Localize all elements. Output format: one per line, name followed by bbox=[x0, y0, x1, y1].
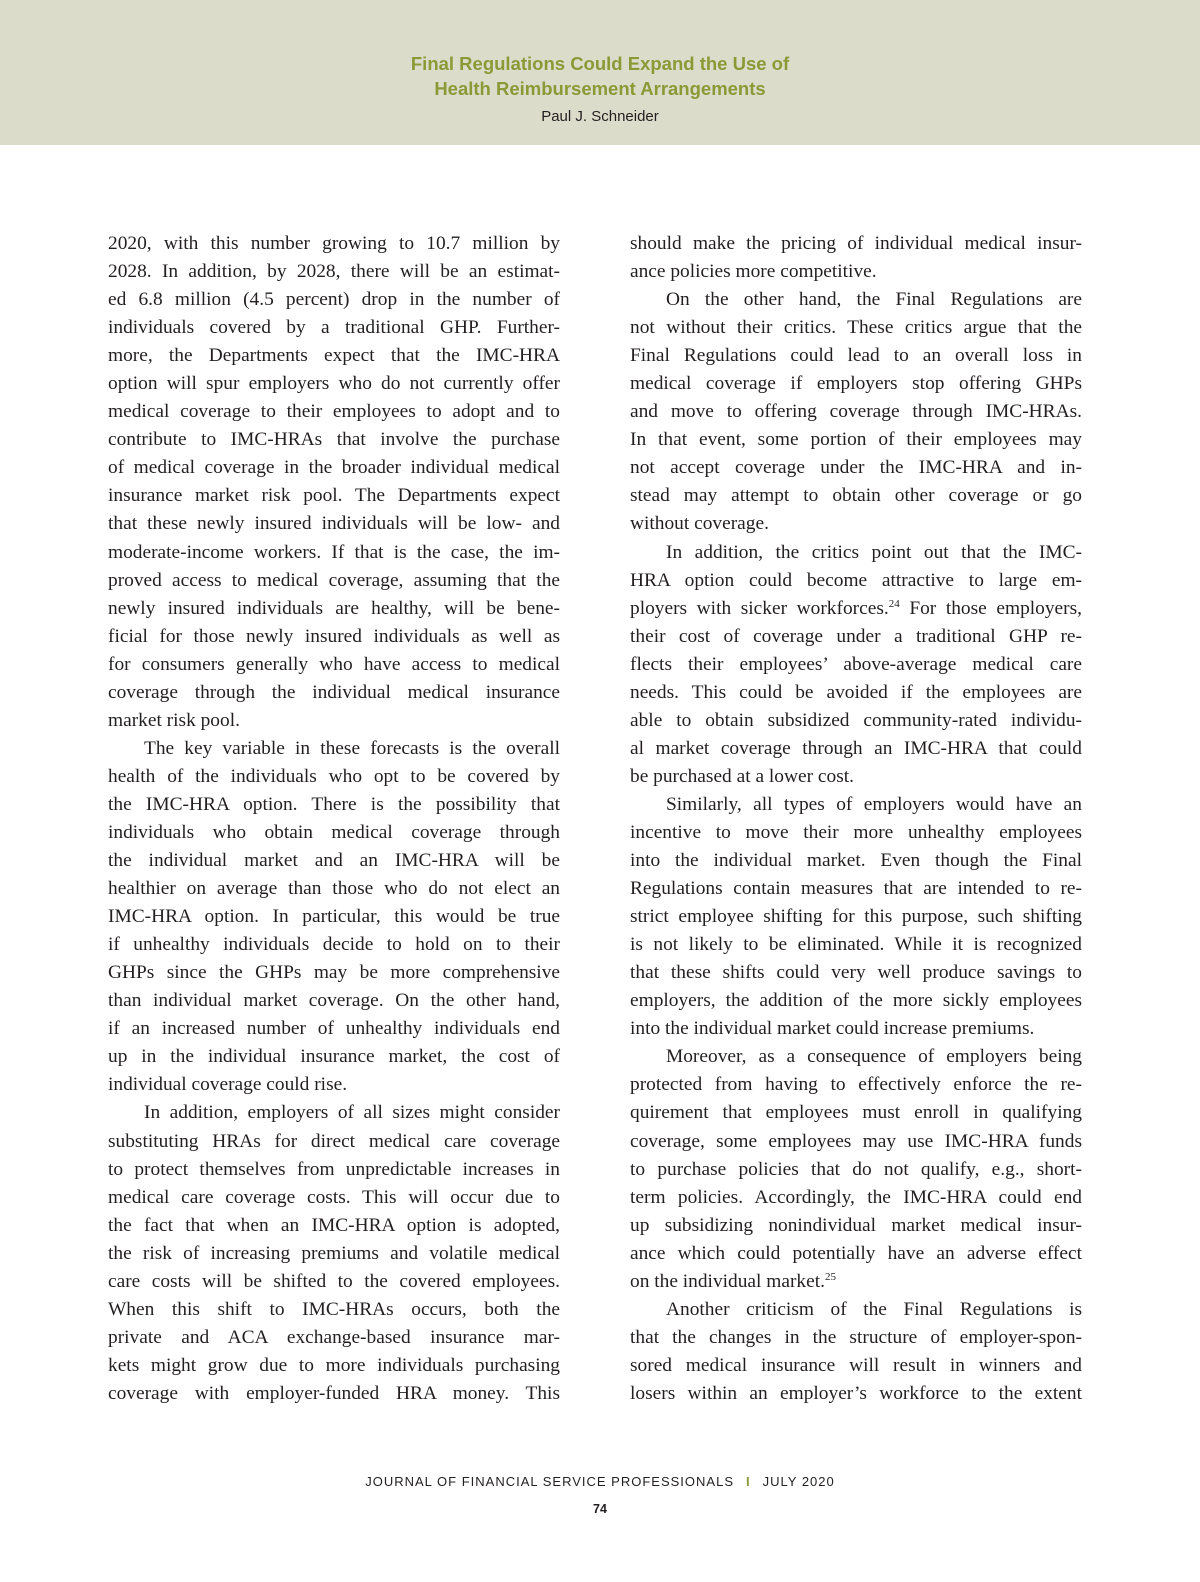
text-line: IMC-HRA option. In particular, this would be true bbox=[108, 906, 560, 928]
text-line: ance which could potentially have an adverse effect bbox=[630, 1242, 1082, 1264]
text-line: ficial for those newly insured individuals as well as bbox=[108, 625, 560, 647]
text-line: HRA option could become attractive to large em- bbox=[630, 569, 1082, 591]
text-line: substituting HRAs for direct medical care coverage bbox=[108, 1130, 560, 1152]
text-line: flects their employees’ above-average medical care bbox=[630, 653, 1082, 675]
text-line: to protect themselves from unpredictable increases in bbox=[108, 1158, 560, 1180]
text-line: that these shifts could very well produce savings to bbox=[630, 962, 1082, 984]
text-line: not accept coverage under the IMC-HRA and in- bbox=[630, 457, 1082, 479]
text-line: term policies. Accordingly, the IMC-HRA could end bbox=[630, 1186, 1082, 1208]
text-line: In that event, some portion of their employees may bbox=[630, 429, 1082, 451]
text-line: proved access to medical coverage, assuming that the bbox=[108, 569, 560, 591]
text-line: their cost of coverage under a traditional GHP re- bbox=[630, 625, 1082, 647]
text-line: than individual market coverage. On the other hand, bbox=[108, 990, 560, 1012]
text-line: When this shift to IMC-HRAs occurs, both the bbox=[108, 1298, 560, 1320]
text-line: care costs will be shifted to the covered employees. bbox=[108, 1270, 560, 1292]
text-line: sored medical insurance will result in winners and bbox=[630, 1354, 1082, 1376]
text-line: quirement that employees must enroll in qualifying bbox=[630, 1102, 1082, 1124]
text-line: medical care coverage costs. This will occur due to bbox=[108, 1186, 560, 1208]
text-line: ance policies more competitive. bbox=[630, 261, 877, 283]
text-line: Regulations contain measures that are intended to re- bbox=[630, 878, 1082, 900]
text-line: ed 6.8 million (4.5 percent) drop in the number of bbox=[108, 289, 560, 311]
footnote-ref-24: 24 bbox=[888, 597, 900, 610]
text-line: more, the Departments expect that the IMC-HRA bbox=[108, 345, 560, 367]
text-line: private and ACA exchange-based insurance mar- bbox=[108, 1326, 560, 1348]
text-line: On the other hand, the Final Regulations are bbox=[666, 289, 1082, 311]
text-line: In addition, the critics point out that the IMC- bbox=[666, 541, 1082, 563]
text-line: and move to offering coverage through IMC-HRAs. bbox=[630, 401, 1082, 423]
text-line: is not likely to be eliminated. While it is recognized bbox=[630, 934, 1082, 956]
text-segment: ployers with sicker workforces. bbox=[630, 597, 889, 619]
author-name: Paul J. Schneider bbox=[541, 108, 659, 125]
text-line: individuals who obtain medical coverage through bbox=[108, 821, 560, 843]
page-number: 74 bbox=[593, 1502, 607, 1516]
text-line: Another criticism of the Final Regulations is bbox=[666, 1298, 1082, 1320]
text-line-with-footnote bbox=[630, 1268, 1082, 1296]
text-line: if unhealthy individuals decide to hold on to their bbox=[108, 934, 560, 956]
text-line: Final Regulations could lead to an overall loss in bbox=[630, 345, 1082, 367]
text-line: GHPs since the GHPs may be more comprehensive bbox=[108, 962, 560, 984]
left-column bbox=[108, 230, 560, 1408]
text-line: 2020, with this number growing to 10.7 million by bbox=[108, 233, 560, 254]
text-line: the individual market and an IMC-HRA will be bbox=[108, 850, 560, 872]
text-line: protected from having to effectively enforce the re- bbox=[630, 1074, 1082, 1096]
text-line: individual coverage could rise. bbox=[108, 1074, 348, 1096]
text-line: that the changes in the structure of employer-spon- bbox=[630, 1326, 1082, 1348]
text-line: health of the individuals who opt to be covered by bbox=[108, 765, 560, 787]
text-line: stead may attempt to obtain other coverage or go bbox=[630, 485, 1082, 507]
text-line: coverage with employer-funded HRA money. This bbox=[108, 1382, 560, 1404]
text-line: the risk of increasing premiums and volatile medical bbox=[108, 1242, 560, 1264]
text-line-with-footnote bbox=[630, 595, 1082, 623]
issue-date: JULY 2020 bbox=[762, 1474, 835, 1489]
text-line: the IMC-HRA option. There is the possibility that bbox=[108, 793, 560, 815]
article-title-line-1: Final Regulations Could Expand the Use of bbox=[410, 53, 790, 74]
text-line: The key variable in these forecasts is the overall bbox=[144, 737, 560, 759]
text-line: kets might grow due to more individuals purchasing bbox=[108, 1354, 560, 1376]
text-line: incentive to move their more unhealthy employees bbox=[630, 821, 1082, 843]
text-line: medical coverage if employers stop offering GHPs bbox=[630, 373, 1082, 395]
footer-separator: I bbox=[746, 1474, 751, 1489]
text-line: employers, the addition of the more sickly employees bbox=[630, 990, 1082, 1012]
text-line: the fact that when an IMC-HRA option is adopted, bbox=[108, 1214, 560, 1236]
text-line: moderate-income workers. If that is the case, the im- bbox=[108, 541, 560, 563]
text-line: up in the individual insurance market, the cost of bbox=[108, 1046, 560, 1068]
text-line: that these newly insured individuals will be low- and bbox=[108, 513, 560, 535]
text-line: healthier on average than those who do not elect an bbox=[108, 878, 560, 900]
text-line: be purchased at a lower cost. bbox=[630, 765, 854, 787]
article-title bbox=[0, 51, 1200, 101]
footnote-ref-25: 25 bbox=[824, 1270, 836, 1283]
text-line: if an increased number of unhealthy individuals end bbox=[108, 1018, 560, 1040]
text-line: contribute to IMC-HRAs that involve the purchase bbox=[108, 429, 560, 451]
text-line: for consumers generally who have access to medical bbox=[108, 653, 560, 675]
text-line: individuals covered by a traditional GHP. Further- bbox=[108, 317, 560, 339]
text-line: Similarly, all types of employers would have an bbox=[666, 793, 1082, 815]
text-line: up subsidizing nonindividual market medical insur- bbox=[630, 1214, 1082, 1236]
text-line: into the individual market. Even though the Final bbox=[630, 850, 1082, 872]
text-line: insurance market risk pool. The Departments expect bbox=[108, 485, 560, 507]
text-line: able to obtain subsidized community-rated individu- bbox=[630, 709, 1082, 731]
text-line: Moreover, as a consequence of employers being bbox=[666, 1046, 1082, 1068]
text-line: to purchase policies that do not qualify, e.g., short- bbox=[630, 1158, 1082, 1180]
text-line: newly insured individuals are healthy, will be bene- bbox=[108, 597, 560, 619]
text-line: option will spur employers who do not currently offer bbox=[108, 373, 560, 395]
right-column bbox=[630, 230, 1082, 1408]
text-line: coverage, some employees may use IMC-HRA funds bbox=[630, 1130, 1082, 1152]
text-line: coverage through the individual medical insurance bbox=[108, 681, 560, 703]
text-line: market risk pool. bbox=[108, 709, 240, 731]
text-line: needs. This could be avoided if the employees are bbox=[630, 681, 1082, 703]
text-line: al market coverage through an IMC-HRA that could bbox=[630, 737, 1082, 759]
text-line: 2028. In addition, by 2028, there will be an estimat- bbox=[108, 261, 560, 283]
text-segment: on the individual market. bbox=[630, 1270, 825, 1292]
text-line: strict employee shifting for this purpose, such shifting bbox=[630, 906, 1082, 928]
article-title-line-2: Health Reimbursement Arrangements bbox=[434, 78, 766, 99]
text-line: In addition, employers of all sizes might consider bbox=[144, 1102, 560, 1124]
text-line: into the individual market could increase premiums. bbox=[630, 1018, 1035, 1040]
text-line: of medical coverage in the broader individual medical bbox=[108, 457, 560, 479]
text-line: should make the pricing of individual medical insur- bbox=[630, 233, 1082, 254]
text-line: medical coverage to their employees to adopt and to bbox=[108, 401, 560, 423]
text-segment: For those employers, bbox=[899, 597, 1082, 619]
text-line: not without their critics. These critics argue that the bbox=[630, 317, 1082, 339]
text-line: without coverage. bbox=[630, 513, 769, 535]
journal-name: JOURNAL OF FINANCIAL SERVICE PROFESSIONALS bbox=[365, 1474, 734, 1489]
text-line: losers within an employer’s workforce to the extent bbox=[630, 1382, 1082, 1404]
journal-footer bbox=[0, 1474, 1200, 1489]
